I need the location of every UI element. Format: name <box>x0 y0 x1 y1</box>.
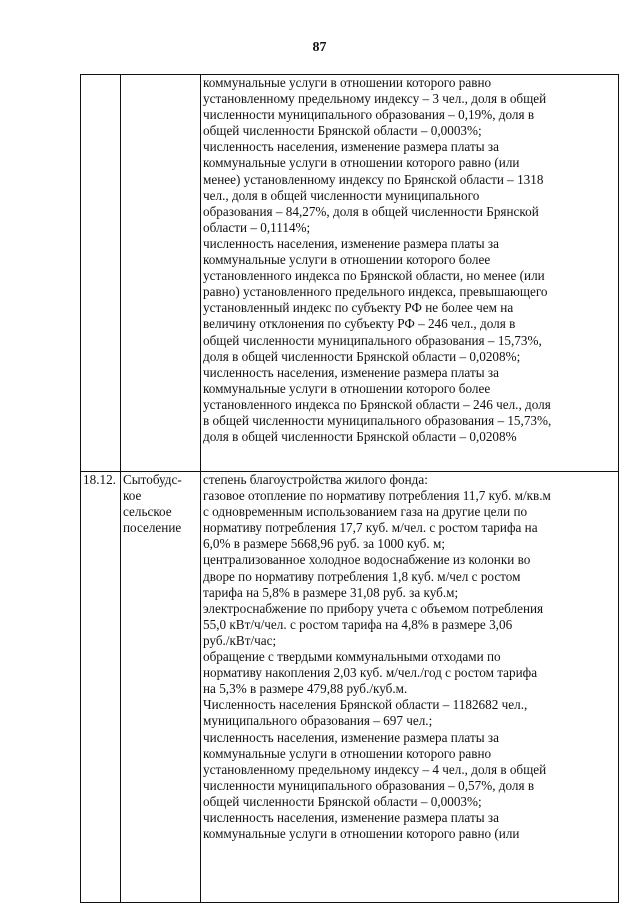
table-row <box>81 472 619 903</box>
municipality-name-cell <box>121 75 201 472</box>
municipality-name-cell: Сытобудс- кое сельское поселение <box>121 472 201 903</box>
table-row <box>81 75 619 472</box>
row-number-cell: 18.12. <box>81 472 121 903</box>
description-cell: коммунальные услуги в отношении которого равно установленному предельному индексу – 3 чел., доля в общей численности муниципального образования – 0,19%, доля в общей численности Брянской области – 0,0003%; численность населения, изменение размера платы за коммунальные услуги в отношении которого равно (или менее) установленному индексу по Брянской области – 1318 чел., доля в общей численности муниципального образования – 84,27%, доля в общей численности Брянской области – 0,1114%; численность населения, изменение размера платы за коммунальные услуги в отношении которого более установленного индекса по Брянской области, но менее (или равно) установленного предельного индекса, превышающего установленный индекс по субъекту РФ не более чем на величину отклонения по субъекту РФ – 246 чел., доля в общей численности муниципального образования – 15,73%, доля в общей численности Брянской области – 0,0208%; численность населения, изменение размера платы за коммунальные услуги в отношении которого более установленного индекса по Брянской области – 246 чел., доля в общей численности муниципального образования – 15,73%, доля в общей численности Брянской области – 0,0208% <box>201 75 619 472</box>
description-cell: степень благоустройства жилого фонда: газовое отопление по нормативу потребления 11,7 куб. м/кв.м с одновременным использованием газа на другие цели по нормативу потребления 17,7 куб. м/чел. с ростом тарифа на 6,0% в размере 5668,96 руб. за 1000 куб. м; централизованное холодное водоснабжение из колонки во дворе по нормативу потребления 1,8 куб. м/чел с ростом тарифа на 5,8% в размере 31,08 руб. за куб.м; электроснабжение по прибору учета с объемом потребления 55,0 кВт/ч/чел. с ростом тарифа на 4,8% в размере 3,06 руб./кВт/час; обращение с твердыми коммунальными отходами по нормативу накопления 2,03 куб. м/чел./год с ростом тарифа на 5,3% в размере 479,88 руб./куб.м. Численность населения Брянской области – 1182682 чел., муниципального образования – 697 чел.; численность населения, изменение размера платы за коммунальные услуги в отношении которого равно установленному предельному индексу – 4 чел., доля в общей численности муниципального образования – 0,57%, доля в общей численности Брянской области – 0,0003%; численность населения, изменение размера платы за коммунальные услуги в отношении которого равно (или <box>201 472 619 903</box>
page-number: 87 <box>312 40 327 55</box>
content-table <box>80 74 619 903</box>
row-number-cell <box>81 75 121 472</box>
